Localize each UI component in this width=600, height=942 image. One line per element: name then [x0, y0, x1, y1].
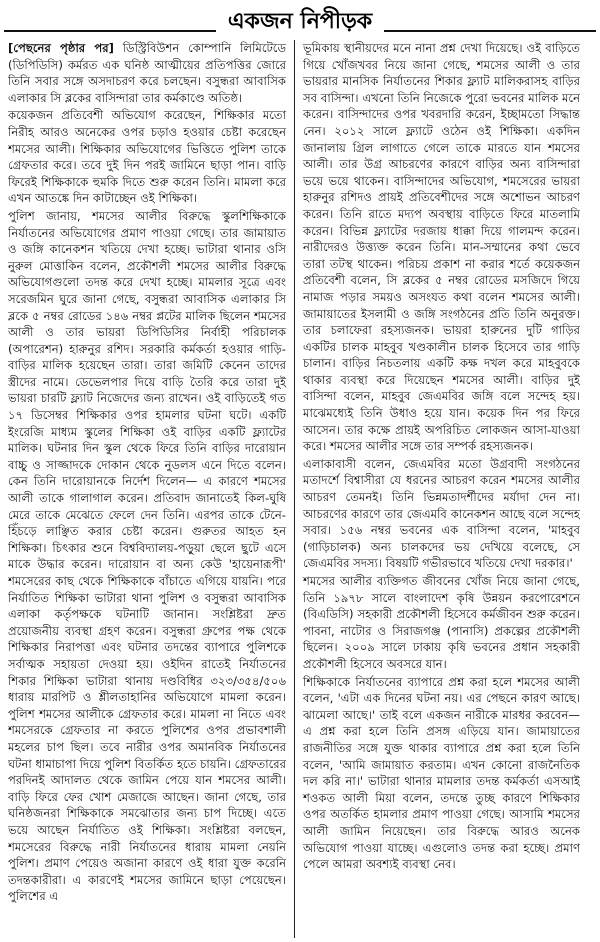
left-paragraph-0	[8, 40, 286, 106]
article-columns	[8, 40, 592, 938]
right-paragraph-0: ভূমিকায় স্থানীয়দের মনে নানা প্রশ্ন দেখা দিয়েছে। ওই বাড়িতে গিয়ে খোঁজখবর নিয়ে জানা গেছে, শমসের আলী ও তার ভায়রার মানসিক নির্যাতনের শিকার ফ্ল্যাট মালিকরাসহ বাড়ির সব বাসিন্দা। এখনো তিনি নিজেকে পুরো ভবনের মালিক মনে করেন। বাসিন্দাদের ওপর খবরদারি করেন, ইচ্ছামতো সিদ্ধান্ত নেন। ২০১২ সালে ফ্ল্যাটে ওঠেন ওই শিক্ষিকা। একদিন জানালায় গ্রিল লাগাতে গেলে তাকে মারতে যান শমসের আলী। তার উগ্র আচরণের কারণে বাড়ির অন্য বাসিন্দারা ভয়ে ভয়ে থাকেন। বাসিন্দাদের অভিযোগ, শমসেরের ভায়রা হারুনুর রশিদও প্রায়ই প্রতিবেশীদের সঙ্গে অশোভন আচরণ করেন। তিনি রাতে মদ্যপ অবস্থায় বাড়িতে ফিরে মাতলামি করেন। বিভিন্ন ফ্ল্যাটের দরজায় ধাক্কা দিয়ে গালমন্দ করেন। নারীদেরও উত্ত্যক্ত করেন তিনি। মান-সম্মানের কথা ভেবে তারা তটস্থ থাকেন। পরিচয় প্রকাশ না করার শর্তে কয়েকজন প্রতিবেশী বলেন, সি ব্লকের ৫ নম্বর রোডের মসজিদে গিয়ে নামাজ পড়ার সময়ও অসংযত কথা বলেন শমসের আলী। জামায়াতের ইসলামী ও জঙ্গি সংগঠনের প্রতি তিনি অনুরক্ত। তার চলাফেরা রহস্যজনক। ভায়রা হারুনের দুটি গাড়ির একটির চালক মাহবুব খণ্ডকালীন চালক হিসেবে তার গাড়ি চালান। বাড়ির নিচতলায় একটি কক্ষ দখল করে মাহবুবকে থাকার ব্যবস্থা করে দিয়েছেন শমসের আলী। বাড়ির দুই বাসিন্দা বলেন, মাহবুব জেএমবির জঙ্গি বলে সন্দেহ হয়। মাঝেমধ্যেই তিনি উধাও হয়ে যান। কয়েক দিন পর ফিরে আসেন। তার কক্ষে প্রায়ই অপরিচিত লোকজন আসা-যাওয়া করে। শমসের আলীর সঙ্গে তার সম্পর্ক রহস্যজনক।	[303, 41, 580, 454]
right-paragraph-3: শিক্ষিকাকে নির্যাতনের ব্যাপারে প্রশ্ন করা হলে শমসের আলী বলেন, 'এটা এক দিনের ঘটনা নয়। এর পেছনে কারণ আছে। ঝামেলা আছে।' তাই বলে একজন নারীকে মারধর করবেন— এ প্রশ্ন করা হলে তিনি প্রসঙ্গ এড়িয়ে যান। জামায়াতের রাজনীতির সঙ্গে যুক্ত থাকার ব্যাপারে প্রশ্ন করা হলে তিনি বলেন, 'আমি জামায়াত করতাম। এখন কোনো রাজনৈতিক দল করি না।' ভাটারা থানার মামলার তদন্ত কর্মকর্তা এসআই শওকত আলী মিয়া বলেন, তদন্তে তুচ্ছ কারণে শিক্ষিকার ওপর অতর্কিত হামলার প্রমাণ পাওয়া গেছে। আসামি শমসের আলী জামিন নিয়েছেন। তার বিরুদ্ধে আরও অনেক অভিযোগ পাওয়া যাচ্ছে। এগুলোও তদন্ত করা হচ্ছে। প্রমাণ পেলে আমরা অবশ্যই ব্যবস্থা নেব।	[303, 674, 580, 872]
left-paragraph-0-text: ডিস্ট্রিবিউশন কোম্পানি লিমিটেডে (ডিপিডিসি) কর্মরত এক ঘনিষ্ঠ আত্মীয়ের প্রতিপত্তির জোরে তিনি সবার সঙ্গে অসদাচরণ করে চলছেন। বসুন্ধরা আবাসিক এলাকার সি ব্লকের বাসিন্দারা তার কর্মকাণ্ডে অতিষ্ঠ।	[8, 41, 286, 105]
right-paragraph-1: এলাকাবাসী বলেন, জেএমবির মতো উগ্রবাদী সংগঠনের মতাদর্শে বিশ্বাসীরা যে ধরনের আচরণ করেন শমসের আলীর আচরণ তেমনই। তিনি ভিন্নমতাদর্শীদের মর্যাদা দেন না। আচরণের কারণে তার জেএমবি কানেকশন আছে বলে সন্দেহ সবার। ১৫৬ নম্বর ভবনের এক বাসিন্দা বলেন, 'মাহবুব (গাড়িচালক) অন্য চালকদের ভয় দেখিয়ে বলেছে, সে জেএমবির সদস্য। বিষয়টি গভীরভাবে খতিয়ে দেখা দরকার।'	[303, 456, 580, 571]
right-column	[294, 40, 580, 938]
continued-from-tag: [পেছনের পৃষ্ঠার পর]	[8, 41, 114, 55]
left-paragraph-2: পুলিশ জানায়, শমসের আলীর বিরুদ্ধে স্কুলশিক্ষিকাকে নির্যাতনের অভিযোগের প্রমাণ পাওয়া গেছে। তার জামায়াত ও জঙ্গি কানেকশন খতিয়ে দেখা হচ্ছে। ভাটারা থানার ওসি নুরুল মোত্তাকিন বলেন, প্রকৌশলী শমসের আলীর বিরুদ্ধে অভিযোগগুলো তদন্ত করে দেখা হচ্ছে। মামলার সূত্রে এবং সরেজমিন ঘুরে জানা গেছে, বসুন্ধরা আবাসিক এলাকার সি ব্লকে ৫ নম্বর রোডের ১৪৬ নম্বর প্লটের মালিক ছিলেন শমসের আলী ও তার ভায়রা ডিপিডিসির নির্বাহী পরিচালক (অপারেশন) হারুনুর রশিদ। সরকারি কর্মকর্তা হওয়ার গাড়ি-বাড়ির মালিক হয়েছেন তারা। তারা জমিটি কেনেন তাদের স্ত্রীদের নামে। ডেভেলপার দিয়ে বাড়ি তৈরি করে তারা দুই ভায়রা চারটি ফ্ল্যাট নিজেদের জন্য রাখেন। ওই বাড়িতেই গত ১৭ ডিসেম্বর শিক্ষিকার ওপর হামলার ঘটনা ঘটে। একটি ইংরেজি মাধ্যম স্কুলের শিক্ষিকা ওই বাড়ির একটি ফ্ল্যাটের মালিক। ঘটনার দিন স্কুল থেকে ফিরে তিনি বাড়ির দারোয়ান বাচ্চু ও সাজ্জাদকে দোকান থেকে নুডলস এনে দিতে বলেন। কেন তিনি দারোয়ানকে নির্দেশ দিলেন— এ কারণে শমসের আলী তাকে গালাগাল করেন। প্রতিবাদ জানাতেই কিল-ঘুষি মেরে তাকে মেঝেতে ফেলে দেন তিনি। এরপর তাকে টেনে-হিঁচড়ে লাঞ্ছিত করার চেষ্টা করেন। গুরুতর আহত হন শিক্ষিকা। চিৎকার শুনে বিশ্ববিদ্যালয়-পড়ুয়া ছেলে ছুটে এসে মাকে উদ্ধার করেন। দারোয়ান বা অন্য কেউ 'হায়েনারূপী' শমসেরের কাছ থেকে শিক্ষিকাকে বাঁচাতে এগিয়ে যায়নি। পরে নির্যাতিত শিক্ষিকা ভাটারা থানা পুলিশ ও বসুন্ধরা আবাসিক এলাকা কর্তৃপক্ষকে ঘটনাটি জানান। সংশ্লিষ্টরা দ্রুত প্রয়োজনীয় ব্যবস্থা গ্রহণ করেন। বসুন্ধরা গ্রুপের পক্ষ থেকে শিক্ষিকার নিরাপত্তা এবং ঘটনার তদন্তের ব্যাপারে পুলিশকে সর্বাত্মক সহায়তা দেওয়া হয়। ওইদিন রাতেই নির্যাতনের শিকার শিক্ষিকা ভাটারা থানায় দণ্ডবিধির ৩২৩/৩৫৪/৫০৬ ধারায় মারপিট ও শ্লীলতাহানির অভিযোগে মামলা করেন। পুলিশ শমসের আলীকে গ্রেফতার করে। মামলা না নিতে এবং শমসেরকে গ্রেফতার না করতে পুলিশের ওপর প্রভাবশালী মহলের চাপ ছিল। তবে নারীর ওপর অমানবিক নির্যাতনের ঘটনা ধামাচাপা দিয়ে পুলিশ বিতর্কিত হতে চায়নি। গ্রেফতারের পরদিনই আদালত থেকে জামিন পেয়ে যান শমসের আলী। বাড়ি ফিরে ফের খোশ মেজাজে আছেন। জানা গেছে, তার ঘনিষ্ঠজনরা শিক্ষিকাকে সমঝোতার জন্য চাপ দিচ্ছে। এতে ভয়ে আছেন নির্যাতিত ওই শিক্ষিকা। সংশ্লিষ্টরা বলছেন, শমসেরের বিরুদ্ধে নারী নির্যাতনের ধারায় মামলা নেয়নি পুলিশ। প্রমাণ পেয়েও অজানা কারণে ওই ধারা যুক্ত করেনি তদন্তকারীরা। এ কারণেই শমসের জামিনে ছাড়া পেয়েছেন। পুলিশের এ	[8, 208, 286, 904]
left-column	[8, 40, 294, 938]
headline-bar	[0, 4, 600, 36]
right-paragraph-2: শমসের আলীর ব্যক্তিগত জীবনের খোঁজ নিয়ে জানা গেছে, তিনি ১৯৭৮ সালে বাংলাদেশ কৃষি উন্নয়ন করপোরেশনে (বিএডিসি) সহকারী প্রকৌশলী হিসেবে কর্মজীবন শুরু করেন। পাবনা, নাটোর ও সিরাজগঞ্জ (পানাসি) প্রকল্পের প্রকৌশলী ছিলেন। ২০০৯ সালে ঢাকায় কৃষি ভবনের প্রধান সহকারী প্রকৌশলী হিসেবে অবসরে যান।	[303, 574, 580, 671]
article-headline: একজন নিপীড়ক	[216, 8, 384, 34]
left-paragraph-1: কয়েকজন প্রতিবেশী অভিযোগ করেছেন, শিক্ষিকার মতো নিরীহ আরও অনেকের ওপর চড়াও হওয়ার চেষ্টা করেছেন শমসের আলী। শিক্ষিকার অভিযোগের ভিত্তিতে পুলিশ তাকে গ্রেফতার করে। তবে দুই দিন পরই জামিনে ছাড়া পান। বাড়ি ফিরেই শিক্ষিকাকে হুমকি দিতে শুরু করেন তিনি। মামলা করে এখন আতঙ্কে দিন কাটাচ্ছেন ওই শিক্ষিকা।	[8, 108, 286, 206]
